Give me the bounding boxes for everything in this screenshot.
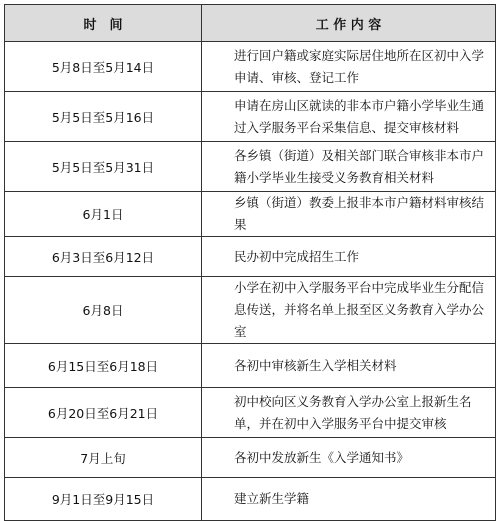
row-content: 申请在房山区就读的非本市户籍小学毕业生通过入学服务平台采集信息、提交审核材料	[234, 97, 485, 135]
row-content-cell	[202, 438, 496, 478]
row-content-cell	[202, 92, 496, 142]
row-time: 6月20日至6月21日	[5, 388, 202, 438]
row-time: 6月15日至6月18日	[5, 344, 202, 388]
table-row	[5, 344, 496, 388]
row-content-cell	[202, 388, 496, 438]
header-row	[5, 5, 496, 42]
admission-schedule-table	[4, 4, 496, 521]
row-time: 6月3日至6月12日	[5, 237, 202, 277]
table-row	[5, 237, 496, 277]
row-time: 5月5日至5月31日	[5, 142, 202, 192]
table-row	[5, 388, 496, 438]
row-content-cell	[202, 277, 496, 344]
row-content: 民办初中完成招生工作	[234, 248, 360, 264]
table-row	[5, 92, 496, 142]
row-content-cell	[202, 192, 496, 237]
row-content: 各乡镇（街道）及相关部门联合审核非本市户籍小学毕业生接受义务教育相关材料	[234, 147, 485, 185]
table-row	[5, 277, 496, 344]
row-content: 初中校向区义务教育入学办公室上报新生名单，并在初中入学服务平台中提交审核	[234, 393, 472, 431]
row-content: 乡镇（街道）教委上报非本市户籍材料审核结果	[234, 195, 485, 232]
table-row	[5, 192, 496, 237]
header-content: 工 作 内 容	[202, 5, 496, 42]
row-time: 5月5日至5月16日	[5, 92, 202, 142]
row-time: 5月8日至5月14日	[5, 42, 202, 92]
row-time: 6月1日	[5, 192, 202, 237]
table-row	[5, 42, 496, 92]
table-row	[5, 142, 496, 192]
row-content: 建立新生学籍	[234, 491, 310, 506]
row-time: 7月上旬	[5, 438, 202, 478]
row-content: 进行回户籍或家庭实际居住地所在区初中入学申请、审核、登记工作	[234, 47, 485, 85]
row-content-cell	[202, 344, 496, 388]
row-time: 6月8日	[5, 277, 202, 344]
row-content-cell	[202, 237, 496, 277]
row-content-cell	[202, 478, 496, 521]
table-row	[5, 478, 496, 521]
row-content: 各初中审核新生入学相关材料	[234, 357, 397, 373]
row-time: 9月1日至9月15日	[5, 478, 202, 521]
row-content-cell	[202, 142, 496, 192]
table-row	[5, 438, 496, 478]
row-content: 小学在初中入学服务平台中完成毕业生分配信息传送，并将名单上报至区义务教育入学办公室	[234, 280, 485, 339]
row-content: 各初中发放新生《入学通知书》	[234, 449, 410, 465]
row-content-cell	[202, 42, 496, 92]
header-time: 时 间	[5, 5, 202, 42]
